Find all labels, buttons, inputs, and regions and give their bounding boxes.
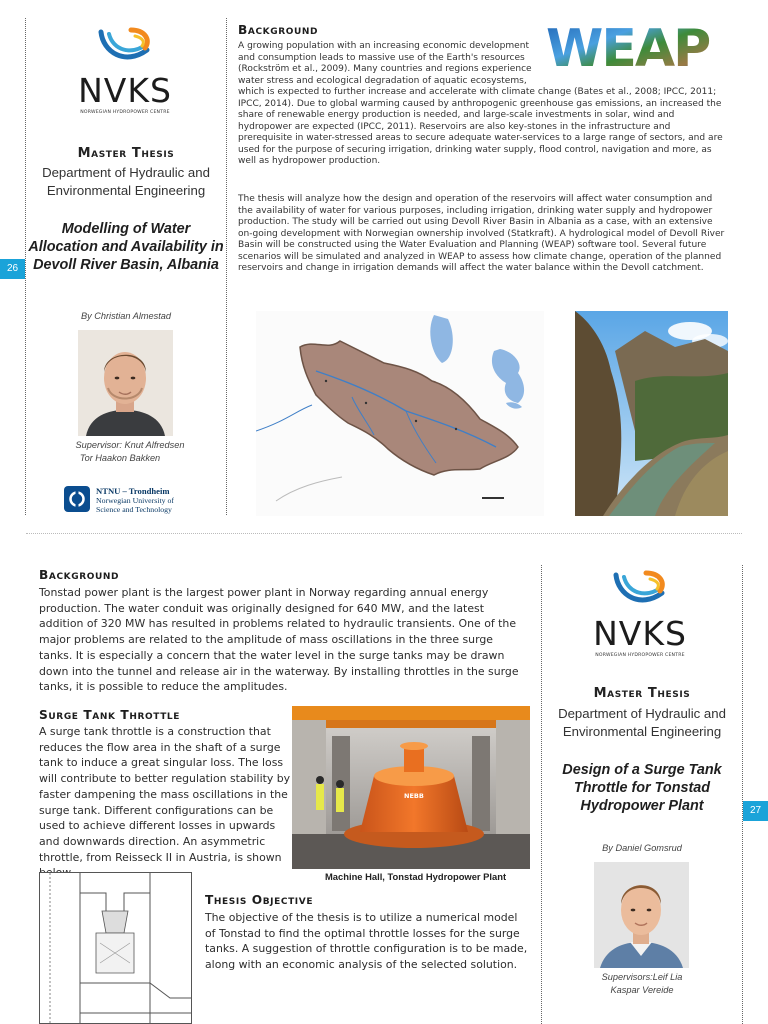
master-thesis-label-right: Master Thesis	[593, 686, 691, 701]
department-label: Department of Hydraulic and Environmental Engineering	[42, 165, 210, 198]
spread-separator	[26, 533, 742, 534]
nvks-logo-subtitle: NORWEGIAN HYDROPOWER CENTRE	[80, 110, 170, 115]
author-portrait-right	[594, 862, 689, 968]
divider-left-outer	[25, 18, 26, 515]
background-heading-right: Background	[39, 568, 120, 582]
devoll-gorge-photo	[575, 311, 728, 516]
background-paragraph-1-flow: A growing population with an increasing economic development and consumption leads to massive use of the Earth's resources (Rockström et al., 2009). Many countries and regions experience water stress and ecological degradation of aquatic ecosystems, which is expected to further increase and accelerate with climate change (Bates et al., 2008; IPCC, 2011; IPCC, 2014). Due to global warming caused by anthropogenic greenhouse gas emissions, an increased the share of renewable energy production is needed, and large-scale investments in solar, wind and hydropower are expected (IPCC, 2011). Reservoirs are also key-stones in the infrastructure and prerequisite in water-stressed areas to secure adequate water-services to a large range of sectors, and are used for the purpose of securing irrigation, drinking water supply, flood control, navigation and more, as well as hydropower production.	[238, 41, 723, 167]
page-number-tab: 26	[0, 259, 25, 279]
nvks-logo-right	[565, 569, 715, 658]
nvks-logo-text-right: NVKS	[593, 614, 687, 653]
nvks-swirl-icon	[95, 26, 155, 70]
surge-tank-throttle-heading: Surge Tank Throttle	[39, 708, 181, 722]
nvks-logo-text: NVKS	[78, 71, 172, 110]
nvks-logo-subtitle-right: NORWEGIAN HYDROPOWER CENTRE	[595, 653, 685, 658]
thesis-objective-text: The objective of the thesis is to utilize a numerical model of Tonstad to find the optimal throttle losses for the surge tanks. A suggestion of throttle configuration is to be made, along with an economic analysis of the selected solution.	[205, 911, 528, 972]
background-text-right: Tonstad power plant is the largest power plant in Norway regarding annual energy production. The water conduit was originally designed for 640 MW, and the latest addition of 320 MW has resulted in problems related to hydraulic transients. One of the major problems are related to the amplitude of mass oscillations in the three surge tanks. It is especially a concern that the water level in the surge tanks may be drawn down into the tunnel and release air in the waterway. By installing throttles in the surge tanks, it is possible to reduce the amplitudes.	[39, 586, 519, 694]
surge-tank-throttle-text: A surge tank throttle is a construction that reduces the flow area in the shaft of a surge tank to induce a great singular loss. The loss will contribute to better regulation stability by faster dampening the mass oscillations in the surge tank. Different configurations can be used to achieve different losses in upwards and downwards direction. An asymmetric throttle, from Reisseck II in Austria, is shown	[39, 725, 291, 864]
author-label: By Christian Almestad	[80, 311, 172, 321]
divider-right-inner	[541, 565, 542, 1024]
devoll-basin-map	[256, 311, 544, 516]
thesis-title: Modelling of Water Allocation and Availability in Devoll River Basin, Albania	[28, 221, 224, 273]
master-thesis-label: Master Thesis	[77, 146, 175, 161]
svg-text:WEAP: WEAP	[546, 22, 710, 70]
nebb-label: NEBB	[404, 792, 424, 800]
author-portrait	[78, 330, 173, 436]
background-heading-left: Background	[238, 23, 319, 37]
nvks-logo	[50, 26, 200, 115]
ntnu-line-1: NTNU – Trondheim	[96, 486, 170, 496]
ntnu-line-3: Science and Technology	[96, 505, 172, 514]
author-label-right: By Daniel Gomsrud	[602, 843, 682, 853]
throttle-drawing	[39, 872, 192, 1024]
supervisor-line-1-right: Supervisors:Leif Lia	[601, 972, 683, 982]
ntnu-logo	[64, 486, 214, 514]
supervisor-line-2-right: Kaspar Vereide	[610, 985, 674, 995]
nvks-swirl-icon	[610, 569, 670, 613]
ntnu-emblem-icon	[64, 486, 90, 512]
department-label-right: Department of Hydraulic and Environmental Engineering	[558, 706, 726, 739]
machine-hall-caption: Machine Hall, Tonstad Hydropower Plant	[325, 871, 507, 882]
background-paragraph-2: The thesis will analyze how the design and operation of the reservoirs will affect water consumption and the availability of water for various purposes, including irrigation, drinking water supply and hydropower production. The study will be carried out using Devoll River Basin in Albania as a case, with an extensive on-going development with Norwegian ownership involved (Statkraft). A hydrological model of Devoll River Basin will be constructed using the Water Evaluation and Planning (WEAP) software tool. Several future scenarios will be simulated and analyzed in WEAP to assess how climate change, operation of the planned reservoirs and change in irrigation demands will affect the water balance within the Devoll catchment.	[238, 194, 725, 274]
ntnu-line-2: Norwegian University of	[96, 496, 174, 505]
thesis-title-right: Design of a Surge Tank Throttle for Tonstad Hydropower Plant	[562, 762, 722, 814]
thesis-objective-heading: Thesis Objective	[205, 893, 314, 907]
divider-left-inner	[226, 18, 227, 515]
supervisor-line-2: Tor Haakon Bakken	[79, 453, 161, 463]
machine-hall-photo	[292, 706, 530, 869]
page-number-tab-right: 27	[743, 801, 768, 821]
divider-right-outer	[742, 565, 743, 1024]
supervisor-line-1: Supervisor: Knut Alfredsen	[75, 440, 185, 450]
